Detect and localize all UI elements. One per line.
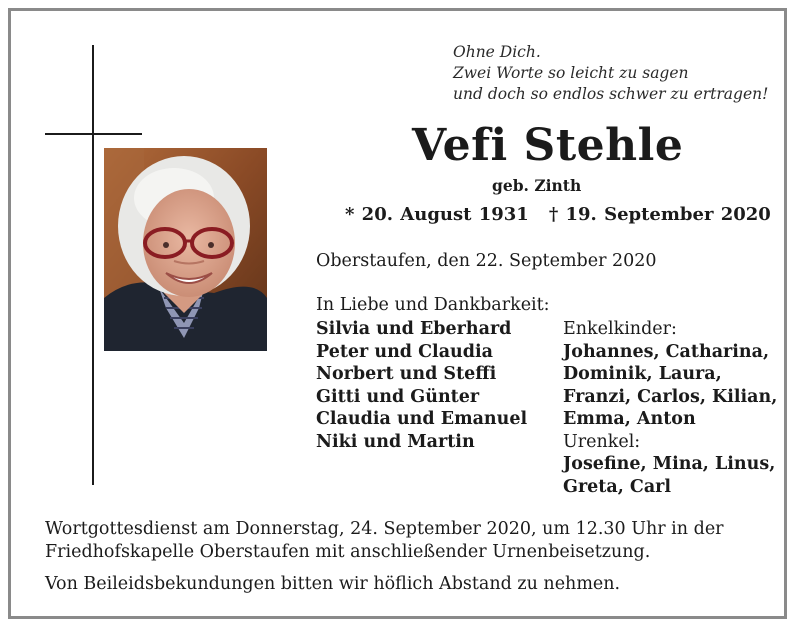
cross-icon — [92, 45, 94, 485]
condolence-note: Von Beileidsbekundungen bitten wir höflich Abstand zu nehmen. — [45, 574, 621, 594]
list-item: Silvia und Eberhard — [316, 319, 512, 339]
quote-line: Zwei Worte so leicht zu sagen — [453, 64, 689, 82]
life-dates — [345, 204, 771, 225]
list-item: Niki und Martin — [316, 431, 475, 452]
list-item: Franzi, Carlos, Kilian, — [563, 386, 778, 407]
descendants-list — [563, 318, 777, 498]
list-item: Norbert und Steffi — [316, 364, 497, 384]
children-list — [316, 318, 527, 453]
service-line: Wortgottesdienst am Donnerstag, 24. September 2020, um 12.30 Uhr in der — [45, 519, 724, 539]
list-item: Josefine, Mina, Linus, — [563, 454, 776, 474]
portrait-photo — [104, 148, 267, 351]
memorial-quote — [453, 42, 768, 105]
list-item: Claudia und Emanuel — [316, 409, 528, 429]
list-item: Peter und Claudia — [316, 341, 493, 362]
quote-line: und doch so endlos schwer zu ertragen! — [453, 85, 769, 103]
list-item: Emma, Anton — [563, 409, 696, 429]
service-info — [45, 518, 724, 596]
great-grandchildren-label: Urenkel: — [563, 431, 641, 452]
cross-icon-bar — [45, 133, 142, 135]
list-item: Gitti und Günter — [316, 386, 480, 407]
death-date: † 19. September 2020 — [548, 204, 771, 225]
deceased-name: Vefi Stehle — [412, 120, 684, 171]
grandchildren-label: Enkelkinder: — [563, 319, 677, 339]
birth-name: geb. Zinth — [492, 176, 582, 195]
list-item: Dominik, Laura, — [563, 364, 722, 384]
place-date: Oberstaufen, den 22. September 2020 — [316, 251, 657, 271]
service-line: Friedhofskapelle Oberstaufen mit anschließender Urnenbeisetzung. — [45, 542, 651, 562]
mourners-intro: In Liebe und Dankbarkeit: — [316, 295, 550, 315]
list-item: Greta, Carl — [563, 476, 672, 497]
birth-date: * 20. August 1931 — [345, 204, 529, 225]
quote-line: Ohne Dich. — [453, 43, 541, 61]
list-item: Johannes, Catharina, — [563, 341, 770, 362]
